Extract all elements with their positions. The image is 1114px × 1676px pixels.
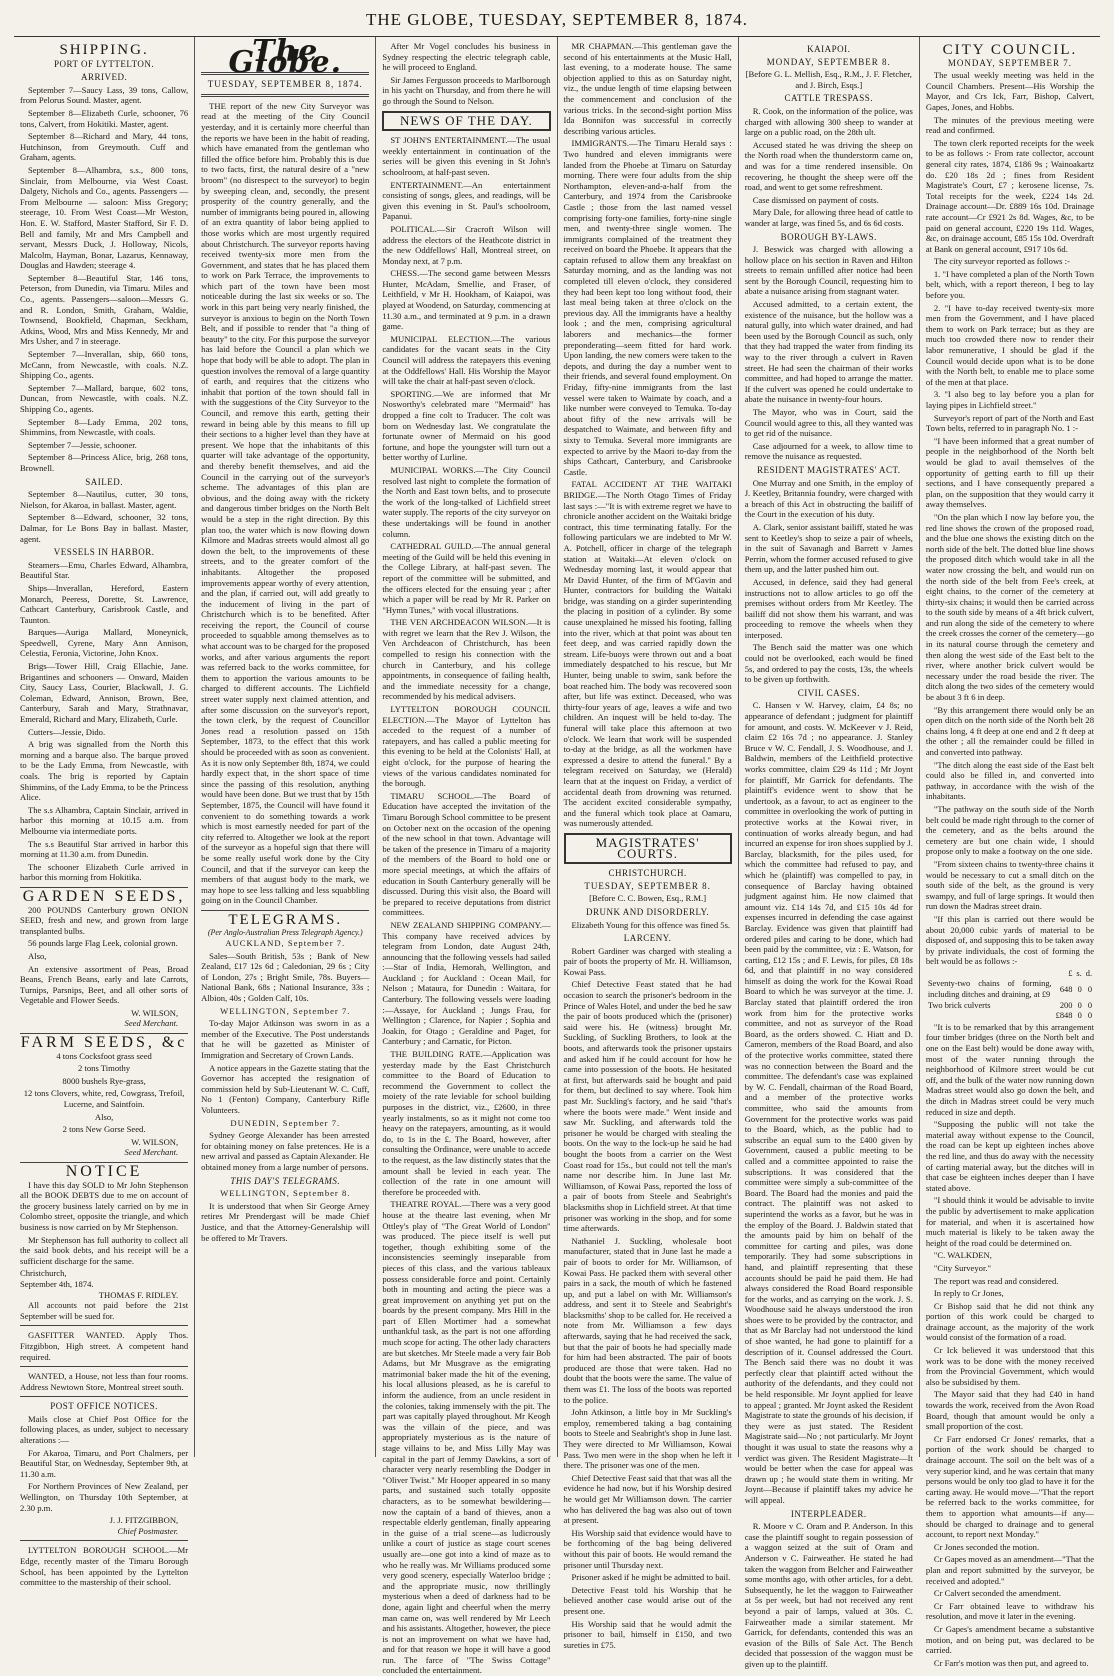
cost-table-cell: 0 <box>1087 984 1093 994</box>
paragraph: The city surveyor reported as follows :- <box>933 256 1070 267</box>
city-council-heading: CITY COUNCIL. <box>942 42 1078 58</box>
garden-seeds-lines <box>20 905 188 1006</box>
paragraph: To-day Major Atkinson was sworn in as a member of the Executive. The Post understands that he will be gazetted as Minister of Immigration and Secretary of Crown Lands. <box>201 1018 370 1061</box>
paragraph: Case dismissed on payment of costs. <box>752 194 879 205</box>
paragraph: Cutters—Jessie, Dido. <box>28 726 106 737</box>
larceny-heading: LARCENY. <box>623 933 672 944</box>
paragraph: September 8—Nautilus, cutter, 30 tons, Nielson, for Akaroa, in ballast. Master, agent. <box>20 489 189 510</box>
arrived-list <box>20 85 188 474</box>
notice-ad <box>20 1163 189 1321</box>
paragraph: John Atkinson, a little boy in Mr Suckling's employ, remembered taking a bag containing boots to Steele and Seabright's shop in June last. They were directed to Mr Williamson, Kowai Pass. Two men were in the shop when he left it there. The prisoner was one of the men. <box>563 1407 732 1471</box>
drunk-heading: DRUNK AND DISORDERLY. <box>586 906 710 917</box>
wilson-signature-1: W. WILSON, <box>131 1007 179 1018</box>
divider <box>201 94 369 97</box>
divider <box>201 910 369 911</box>
paragraph: THE BUILDING RATE.—Application was yesterday made by the East Christchurch committee to the Board of Education to recommend the Government to collect the moiety of the rate leviable for school building purposes in the district, viz., £2600, in three yearly instalments, so as it might not come too heavy on the ratepayers, amounting, as it would do, to 1s in the £. The Board, however, after consulting the Ordinance, were unable to accede to the request, as the law distinctly states that the amount shall be levied in each year. The collection of the rate in one amount will therefore be proceeded with. <box>382 1049 551 1197</box>
paragraph: CATHEDRAL GUILD.—The annual general meeting of the Guild will be held this evening in the College Library, at half-past seven. The report of the committee will be submitted, and the officers elected for the ensuing year ; after which a paper will be read by Mr R. Parker on "Hymn Tunes," with vocal illustrations. <box>382 541 551 615</box>
paragraph: The Mayor, who was in Court, said the Council would agree to this, all they wanted was to get rid of the nuisance. <box>744 407 913 439</box>
drunk-text: Elizabeth Young for this offence was fined 5s. <box>571 919 731 930</box>
postmaster-signature: J. J. FITZGIBBON, <box>109 1515 179 1526</box>
gasfitter-ad: GASFITTER WANTED. Apply Thos. Fitzgibbon, High street. A competent hand required. <box>20 1330 189 1362</box>
paragraph: Barques—Auriga Mallard, Moneynick, Speedwell, Cyrene, Mary Ann Annison, Celestia, Feronia, Victorine, John Knox. <box>20 627 189 659</box>
paragraph: September 8—Elizabeth Curle, schooner, 76 tons, Calvert, from Hokitiki. Master, agent. <box>20 107 189 129</box>
paragraph: Cr Ick believed it was understood that this work was to be done with the money received from the Provincial Government, which would also be subsidised by them. <box>925 1345 1095 1387</box>
kaiapoi-before: [Before G. L. Mellish, Esq., R.M., J. F. Fletcher, and J. Birch, Esqs.] <box>745 69 912 90</box>
paragraph: 12 tons Clovers, white, red, Cowgrass, Trefoil, Lucerne, and Saintfoin. <box>23 1088 185 1110</box>
paragraph: ST JOHN'S ENTERTAINMENT.—The usual weekly entertainment in continuation of the series will be given this evening in St John's schoolroom, at half-past seven. <box>382 135 551 177</box>
cost-table-cell: 648 <box>1059 984 1073 994</box>
paragraph: September 8—Alhambra, s.s., 800 tons, Sinclair, from Melbourne, via West Coast. Dalgety, Nichols and Co., agents. Passengers — From Melbourne — saloon: Miss Gregory; steerage, 10. From West Coast—Mr Weston, Hon. E. W. Stafford, Master Stafford, Sir F. D. Bell and family, Mr and Mrs Campbell and servant, Messrs Duck, J. Holloway, Nicols, Malcolm, Hayman, Bonar, Lazarus, Kennaway, Douglas and Hawden; steerage 4. <box>20 164 189 271</box>
wilson-title-1: Seed Merchant. <box>124 1018 179 1029</box>
cost-table-row <box>926 1011 1094 1022</box>
paragraph: "C. WALKDEN, <box>933 1250 992 1261</box>
paragraph: MUNICIPAL WORKS.—The City Council resolved last night to complete the formation of the North and East town belts, and to prosecute the work of the long-talked of Lichfield street water supply. The reports of the city surveyor on these undertakings will be found in another column. <box>382 464 551 539</box>
paragraph: Robert Gardiner was charged with stealing a pair of boots the property of Mr. H. Williamson, Kowai Pass. <box>563 945 732 977</box>
days-telegrams-heading: THIS DAY'S TELEGRAMS. <box>230 1175 341 1186</box>
paragraph: Also, <box>28 950 47 961</box>
paragraph: Cr Jones seconded the motion. <box>933 1541 1040 1552</box>
telegrams-list <box>201 938 369 1172</box>
news-items-continued <box>564 41 732 829</box>
paragraph: Accused, in defence, said they had general instructions not to allow articles to go off the premises without orders from Mr Keetley. The bailiff did not show them his warrant, and was proceeding to remove the wheels when they interposed. <box>744 576 913 640</box>
paragraph: 2 tons New Gorse Seed. <box>62 1124 146 1135</box>
paragraph: LYTTELTON BOROUGH COUNCIL ELECTION.—The Mayor of Lyttelton has acceded to the request of a number of ratepayers, and has called a public meeting for this evening to be held at the Colonists' Hall, at eight o'clock, for the purpose of hearing the views of the various candidates nominated for the borough. <box>382 704 551 789</box>
cost-table-cell: 0 <box>1087 1011 1093 1021</box>
city-council-text <box>926 70 1094 967</box>
paragraph: "The ditch along the east side of the East belt could also be filled in, and converted into pathway, in accordance with the wish of the inhabitants. <box>925 759 1095 802</box>
farm-seeds-lines <box>20 1051 188 1135</box>
interpleader-heading: INTERPLEADER. <box>790 1508 867 1519</box>
paragraph: September 7—Saucy Lass, 39 tons, Callow, from Pelorus Sound. Master, agent. <box>20 84 189 106</box>
column-3-lead <box>382 41 550 107</box>
paragraph: 3. "I also beg to lay before you a plan for laying pipes in Lichfield street." <box>925 389 1095 410</box>
garden-seeds-heading: GARDEN SEEDS, <box>22 887 186 905</box>
paragraph: September 8—Edward, schooner, 32 tons, Dalmar, for Le Bons Bay in ballast. Master, agent. <box>20 512 189 544</box>
notice-place: Christchurch, <box>20 1268 67 1279</box>
paragraph: WELLINGTON, September 8. <box>220 1188 351 1199</box>
divider <box>20 1396 188 1397</box>
cattle-trespass-text <box>745 106 913 229</box>
paragraph: "Supposing the public will not take the material away without expense to the Council, the road can be kept up eighteen inches above the red line, and thus do away with the necessity of carting material away, but the ditches will in that case be eighteen inches deeper than I have stated above. <box>925 1119 1095 1193</box>
beautiful-star-notice: The s.s Beautiful Star arrived in harbor this morning at 11.30 a.m. from Dunedin. <box>20 838 189 860</box>
cost-table-row <box>926 979 1094 1000</box>
paragraph: ENTERTAINMENT.—An entertainment consisting of songs, glees, and readings, will be given this evening in St. Paul's schoolroom, Papanui. <box>382 179 551 222</box>
paragraph: Chief Detective Feast stated that he had occasion to search the prisoner's bedroom in the Prince of Wales Hotel, and under the bed he saw the pair of boots produced which the (prisoner) said were his. He (witness) brought Mr. Suckling, of Suckling Brothers, to look at the boots, and afterwards took the prisoner upstairs and asked him if he could account for how he came into possession of the boots. He hesitated at first, but afterwards said he bought and paid for them, but declined to say where. Took him past Mr. Suckling's factory, and he said "that's where the boots were made." Went inside and saw Mr. Suckling, and afterwards told the prisoner he would be charged with stealing the boots. On the way to the lock-up he said he had bought the boots from a carrier on the West Coast road for 15s., but could not tell the man's name nor describe him. In June last Mr. Williamson, of Kowai Pass, reported the loss of a pair of boots from Steele and Seabright's blacksmiths shop in Lichfield street. At that time prisoner was working in the shop, and for some time afterwards. <box>563 979 732 1234</box>
cost-table-header-cell <box>926 969 1054 980</box>
paragraph: Cr Calvert seconded the amendment. <box>933 1588 1062 1599</box>
paragraph: THE VEN ARCHDEACON WILSON.—It is with regret we learn that the Rev J. Wilson, the Ven Archdeacon of Christchurch, has been compelled to resign his connection with the church in Canterbury, and his college appointments, in consequence of failing health, and the immediate necessity for a change, recommended by his medical advisers. <box>382 617 551 702</box>
cost-table-header <box>926 969 1094 980</box>
paragraph: Cr Bishop said that he did not think any portion of this work could be charged to drainage account, as the majority of the work would consist of the formation of a road. <box>925 1300 1095 1343</box>
paragraph: Sydney George Alexander has been arrested for obtaining money on false pretences. He is a new arrival and passed as Captain Alexander. He obtained money from a large number of persons. <box>201 1130 370 1172</box>
paragraph: "I should think it would be advisable to invite the public by advertisement to make application for material, and when it is ascertained how much material is likely to be taken away the height of the road could be determined on. <box>925 1195 1095 1248</box>
lyttelton-school-notice: LYTTELTON BOROUGH SCHOOL.—Mr Edge, recently master of the Timaru Borough School, has been appointed by the Lyttelton committee to the mastership of their school. <box>20 1545 189 1588</box>
divider <box>20 1366 188 1367</box>
paragraph: September 8—Beautiful Star, 146 tons, Peterson, from Dunedin, via Timaru. Miles and Co., agents. Passengers—saloon—Messrs G. and R. London, Smith, Graham, Waldie, Townsend, Bookfield, Chapman, Seckham, Atkins, Wood, Mrs and Miss Kennedy, Mr and Mrs Usher, and 7 in steerage. <box>20 272 189 347</box>
paragraph: Cr Farr obtained leave to withdraw his resolution, and move it later in the evening. <box>925 1600 1095 1622</box>
editorial-date: TUESDAY, SEPTEMBER 8, 1874. <box>207 79 363 90</box>
cost-table-cell: £848 <box>1055 1011 1073 1021</box>
notice-heading: NOTICE <box>65 1163 143 1180</box>
columns <box>14 34 1100 1676</box>
city-council-text-2 <box>926 1022 1094 1668</box>
wilson-signature-2: W. WILSON, <box>131 1136 179 1147</box>
cost-table-cell: 0 <box>1087 1000 1093 1010</box>
paragraph: One Murray and one Smith, in the employ of J. Keetley, Britannia foundry, were charged with a breach of this Act in obstructing the bailiff of the Court in the execution of his duty. <box>744 477 913 520</box>
paragraph: THE report of the new City Surveyor was read at the meeting of the City Council yesterday, and it is certainly more cheerful than the reports we have been in the habit of reading, which have emanated from the gentleman who filled the office before him. Probably this is due to two facts, first, the natural desire of a "new broom" (no disrespect to the surveyor) to begin by sweeping clean, and, secondly, the present prosperity of the country generally, and the number of immigrants being poured in, allowing of an extra quantity of labor being applied to those works which are most urgently required about Christchurch. The surveyor reports having received twenty-six more men from the Government, and states that he has placed them to work on Park Terrace, the improvements to which part of the town have been most noticeable during the last six weeks or so. The work in this part being very nearly finished, the surveyor is anxious to begin on the North Town Belt, and if possible to render that "a thing of beauty" to the city. For this purpose the surveyor has laid before the Council a plan which we hope that body will be able to adopt. The plan in question involves the removal of a large quantity of earth, and requires that the citizens who inhabit that portion of the town should fall in with the suggestions of the City Surveyor to the Council, and remove this earth, getting their reward in being able by this means to fill up their sections to a higher level than they have at present. We hope that the inhabitants of this quarter will take advantage of the opportunity, and thereby benefit themselves, and aid the Council in the carrying out of the surveyor's scheme. The advantages of this plan are obvious, and the doing away with the rickety and dangerous timber bridges on the North Belt would be a step in the right direction. By this plan too, the water which is now flowing down Kilmore and Madras streets would almost all go down the belt, to the improvements of these streets, and to the greater comfort of the inhabitants. Altogether the proposed improvements appear worthy of every attention, and the plan, if carried out, will add greatly to the inducement of living in the part of Christchurch which is to be benefited. After receiving the report, the Council of course proceeded to squabble among themselves as to what account was to be charged for the proposed works, and after various arguments the report was referred back to the works committee, for them to apportion the various amounts to be charged to different accounts. The Lichfield street water supply next claimed attention, and after some discussion on the surveyor's report, the town clerk, by the request of Councillor Jones read a resolution passed on 15th September, 1873, to the effect that this work should be proceeded with as soon as convenient. As it is now only September 8th, 1874, we could hardly expect that, in the short space of time since the passing of this resolution, anything would have been done. But we trust that by 15th September, 1875, the Council will have found it convenient to do something towards a work which is most earnestly needed for part of the city referred to. Altogether we look at the report of the surveyor as a hopeful sign that there will be some really useful work done by the City Council, and that if the surveyor can keep the members of that august body to the mark, we may hope to see less talking and less squabbling going on in the Council Chamber. <box>201 100 370 906</box>
paragraph: September 7—Inverallan, ship, 660 tons, McCann, from Newcastle, with coals. N.Z. Shipping Co., agents. <box>20 349 189 381</box>
paragraph: His Worship said that he would admit the prisoner to bail, himself in £150, and two sureties in £75. <box>563 1618 732 1650</box>
vessels-heading: VESSELS IN HARBOR. <box>53 547 155 558</box>
civil-cases-text <box>745 700 913 1505</box>
paragraph: MR CHAPMAN.—This gentleman gave the second of his entertainments at the Music Hall, last evening, to a moderate house. The same objection applied to this as on Saturday night, viz., the undue length of time elapsing between the commencement and conclusion of the various tricks. In the second-sight portion Miss Ida Bonnifon was successful in correctly describing various articles. <box>563 41 732 136</box>
cost-table-row <box>926 1001 1094 1012</box>
paragraph: A notice appears in the Gazette stating that the Governor has accepted the resignation of commission held by Sub-Lieutenant W. C. Cuff, No 1 (Fenton) Company, Canterbury Rifle Volunteers. <box>201 1062 370 1115</box>
paragraph: J. Beswick was charged with allowing a hollow place on his section in Raven and Hilton streets to remain unfilled after notice had been sent by the Borough Council, requesting him to abate a nuisance arising from stagnant water. <box>744 244 913 297</box>
paragraph: Brigs—Tower Hill, Craig Ellachie, Jane. Brigantines and schooners — Onward, Maiden City, Saucy Lass, Courier, Blackwall, J. G. Coleman, Edward, Annison, Brown, Bee, Canterbury, Sarah and Mary, Strathnavar, Emerald, Richard and Mary, Elizabeth, Curle. <box>20 661 189 725</box>
paragraph: Cr Gapes's amendment became a substantive motion, and on being put, was declared to be carried. <box>925 1623 1095 1656</box>
paragraph: C. Hansen v W. Harvey, claim, £4 8s; no appearance of defendant ; judgment for plaintiff for amount, and costs. W. McKeever v J. Reid, claim £2 16s 7d ; no appearance. J. Stanley Bruce v W. C. Fendall, J. S. Woodhouse, and J. Baldwin, members of the Leithfield protective works committee, claim £29 4s 11d ; Mr Joynt for plaintiff, Mr Garrick for defendants. The plaintiff's evidence went to show that he undertook, as a favour, to act as engineer to the committee in overlooking the work of putting in protective works at the Kowai river, in continuation of works already begun, and had incurred an expense for iron shoes supplied by J. Barclay, blacksmith, for the piles used, for which the committee had refused to pay, and which he (plaintiff) was compelled to pay, in consequence of Barclay having obtained judgment against him. He now claimed that amount viz. £14 14s 7d, and £15 10s 4d for expenses incurred in defending the case against Barclay. Evidence was given that plaintiff had ordered piles and caring to be done, which had been paid by the committee, viz : E. Watson, for carting, £12 15s ; and F. Lewis, for piles, £8 18s 6d, and that plaintiff in no way considered himself as doing the work for the Kowai Road Board to which he was surveyor at the time. J. Barclay stated that plaintiff ordered the iron work from him for the protective works committee, and not as surveyor of the Road Board, as the orders showed. C. Hiatt and D. Cameron, members of the Road Board, and also of the protective works committee, stated there was no connection between the Board and the committee. The defendant's case was explained by W. C. Fendall, chairman of the Road Board, and a member of the protective works committee, who said the amounts from Government for the protective works was paid to the Board, which, as the public had to subscribe an equal sum to the £400 given by Government, caused a public meeting to be called and a committee appointed to raise the subscriptions. It was considered that the committee were simply a sub-committee of the Board. The Board had the monies and paid the contract. The plaintiff was not asked to superintend the works as a favor, but he was in the employ of the Board. J. Baldwin stated that the amounts paid by him on behalf of the committee for carting and piles, was done temporarily. They had some subscriptions in hand, and plaintiff representing that these accounts should be paid he paid them. He had always considered the Road Board responsible for the works, and as carrying on the work. J. S. Woodhouse said he always understood the iron shoes were to be provided by the contractor, and that as Mr Barclay had not understood the kind of shoe wanted, he had gone to plaintiff for a description of it. Counsel addressed the Court. The Bench said there was no doubt it was perfectly clear that plaintiff acted without the authority of the defendants, and they could not be held responsible. Mr Joynt applied for leave to appeal ; granted. Mr Joynt asked the Resident Magistrate to state the grounds of his decision, if they were as just stated. The Resident Magistrate said—No ; not particularly. Mr Joynt thought it was usual to state the reasons why a verdict was given. The Resident Magistrate—It would be better when the case for appeal was drawn up ; he would state them in writing. Mr Joynt—Because if plaintiff takes my advice he will appeal. <box>744 700 913 1505</box>
paragraph: NEW ZEALAND SHIPPING COMPANY.—This company have received advices by telegram from London, date August 24th, announcing that the following vessels had sailed :—Star of India, Hemorah, Wellington, and Auckland ; for Auckland : Ocean Mail, for Nelson ; Mataura, for Dunedin : Waitara, for Canterbury. The following vessels were loading :—Assaye, for Auckland ; Jungs Frau, for Wellington ; Clarence, for Napier ; Sophia and Joakin, for Otago ; Geraldine and Paget, for Canterbury ; and Carnatic, for Picton. <box>382 919 551 1047</box>
paragraph: "It is to be remarked that by this arrangement four timber bridges (three on the North belt and one on the East belt) would be done away with, most of the water running through the neighborhood of Kilmore street would be cut off, and the bulk of the water now running down Madras street would also go down the belt, and the ditch in Madras street could be very much reduced in size and depth. <box>925 1021 1095 1117</box>
paragraph: 1. "I have completed a plan of the North Town belt, which, with a report thereon, I beg to lay before you. <box>925 268 1095 301</box>
paragraph: 2. "I have to-day received twenty-six more men from the Government, and I have placed them to work on Park terrace; but as they are much too crowded there now to render their labor remunerative, I should be glad if the Council would decide upon what is to be done with the North belt, to enable me to place some of the men at that place. <box>925 302 1095 387</box>
curle-notice: The schooner Elizabeth Curle arrived in harbor this morning from Hokitika. <box>20 861 189 883</box>
farm-seeds-ad <box>20 1034 188 1158</box>
telegrams-subheading: (Per Anglo-Australian Press Telegraph Agency.) <box>207 927 363 937</box>
paragraph: Cr Farr endorsed Cr Jones' remarks, that a portion of the work should be charged to drainage account. The soil on the belt was of a very superior kind, and he was certain that many persons would be only too glad to have it for the carting away. He would move—"That the report be referred back to the works committee, for them to apportion what amounts—if any—should be charged to drainage and to general account, to report next Monday." <box>925 1433 1095 1540</box>
column-1 <box>14 37 195 1588</box>
paragraph: The Bench said the matter was one which could not be overlooked, each would be fined 5s, and ordered to pay the costs, 13s, the wheels to be given up forthwith. <box>744 642 913 685</box>
paragraph: In reply to Cr Jones, <box>933 1288 1004 1299</box>
news-items <box>382 135 550 1676</box>
paragraph: Chief Detective Feast said that that was all the evidence he had now, but if his Worship desired he would get Mr Williamson down. The carrier who has delivered the bag was also out of town at present. <box>563 1472 732 1526</box>
paragraph: "From sixteen chains to twenty-three chains it would be necessary to cut a small ditch on the south side of the belt, as the ground is very swampy, and full of large springs. It would then run down the Madras street drain. <box>925 858 1095 912</box>
bylaws-heading: BOROUGH BY-LAWS. <box>780 231 877 242</box>
kaiapoi-date: MONDAY, SEPTEMBER 8. <box>766 56 891 67</box>
divider <box>20 1540 188 1541</box>
rm-act-text <box>745 478 913 685</box>
magistrates-courts-heading: MAGISTRATES' COURTS. <box>564 833 732 864</box>
cost-table-cell <box>926 1011 1054 1022</box>
editorial-text <box>201 101 369 906</box>
paragraph: FATAL ACCIDENT AT THE WAITAKI BRIDGE.—The North Otago Times of Friday last says :—"It is with extreme regret we have to chronicle another accident on the Waitaki bridge contract, this time terminating fatally. For the following particulars we are indebted to Mr W. A. Potchell, officer in charge of the telegraph station at Waitaki—At eleven o'clock on Wednesday morning last, it would appear that Mr David Hunter, of the firm of M'Gavin and Hunter, contractors for building the Waitaki bridge, was standing on a girder superintending the placing in position of a cylinder. By some cause unexplained he missed his footing, falling into the river, which at that point was about ten feet deep, and was carried rapidly down the stream. Life-buoys were thrown out and a boat immediately despatched to his rescue, but Mr Hunter, being unable to swim, sank before the boat reached him. The body was recovered soon after, but life was extinct. Deceased, who was thirty-four years of age, leaves a wife and two children. An inquest will be held to-day. The funeral will take place this afternoon at two o'clock. We learn that work will be suspended to-day at the bridge, as all the workmen have expressed a desire to attend the funeral." By a telegram received on Saturday, we (Herald) learn that at the inquest on Friday, a verdict of accidental death from drowning was returned. The accident excited considerable sympathy, and the funeral which took place at Oamaru, was numerously attended. <box>563 479 732 829</box>
paragraph: Prisoner asked if he might be admitted to bail. <box>571 1572 731 1583</box>
wilson-title-2: Seed Merchant. <box>124 1147 179 1158</box>
paragraph: It is understood that when Sir George Arney retires Mr Prendergast will be made Chief Justice, and that the Attorney-Generalship will be offered to Mr Travers. <box>201 1200 370 1243</box>
paragraph: "City Surveyor." <box>933 1262 992 1273</box>
notice-text: I have this day SOLD to Mr John Stephenson all the BOOK DEBTS due to me on account of the grocery business lately carried on by me in Colombo street, opposite the triangle, and which business is now carried on by Mr Stephenson. <box>20 1179 189 1232</box>
paragraph: 2 tons Timothy <box>78 1063 131 1074</box>
paragraph: THEATRE ROYAL.—There was a very good house at the theatre last evening, when Mr Ottley's play of "The Great World of London" was produced. The piece itself is well put together, though exhibiting some of the inconsistencies seemingly inseparable from pieces of this class, and the various tableaux possess considerable force and point. Certainly both in mounting and acting the piece was a great improvement on anything yet put on the boards by the present company. Mrs Hill in the part of Ellen Mortimer had a somewhat unthankful task, as the part is not one affording much scope for acting. The other lady characters are but sketches. Mr Steele made a very fair Bob Adams, but Mr Musgrave as the emigrating matrimonial baker made the hit of the evening, his local allusions pleased, as he is careful to inform the audience, from an uncle resident in the colonies, taking immensely with the pit. The part was capitally played throughout. Mr Keogh was the villain of the piece, and was appropriately mysterious as is the nature of stage villains to be, and Miss Lilly May was capital in the part of Jemmy Dawkins, a sort of character very nearly resembling the Dodger in "Oliver Twist." Mr Hooper appeared in so many parts, and sustained such totally opposite characters, as to be somewhat bewildering—now the captain of a band of thieves, anon a respectable elderly gentleman, finally appearing in the guise of a trial scene—as ludicrously unlike a court of justice as stage court scenes usually are—one got into a kind of maze as to who he really was. Mr Williams produced some very good scenery, especially Waterloo bridge ; and the appropriate music, now thrillingly mysterious when a deed of darkness had to be done, again light and cheerful when the merry man came on, was well rendered by Mr Leech and his assistants. Altogether, however, the piece is not an improvement on what we have had, and for that reason we hope it will have a good run. The farce of "The Swiss Cottage" concluded the entertainment. <box>382 1199 551 1676</box>
vessels-list <box>20 560 188 738</box>
paragraph: Case adjourned for a week, to allow time to remove the nuisance as requested. <box>744 440 913 462</box>
paragraph: An extensive assortment of Peas, Broad Beans, French Beans, early and late Carrots, Turnips, Parsnips, Beet, and all other sorts of Vegetable and Flower Seeds. <box>20 963 189 1006</box>
arrived-heading: ARRIVED. <box>80 72 128 83</box>
divider <box>20 1325 188 1326</box>
paragraph: Ships—Inverallan, Hereford, Eastern Monarch, Peeress, Dorette, St. Lawrence, Cathcart Canterbury, Carisbrook Castle, and Taunton. <box>20 582 189 625</box>
column-5 <box>739 37 920 1669</box>
paragraph: September 7—Mallard, barque, 602 tons, Duncan, from Newcastle, with coals. N.Z. Shipping Co., agents. <box>20 382 189 414</box>
paragraph: Accused stated he was driving the sheep on the North road when the thunderstorm came on, and was for a time rendered insensible. On recovering, he thought the sheep were off the road, and went to get some refreshment. <box>744 139 913 193</box>
paragraph: MUNICIPAL ELECTION.—The various candidates for the vacant seats in the City Council will address the ratepayers this evening at the Oddfellows' Hall. His Worship the Mayor will take the chair at half-past seven o'clock. <box>382 333 551 387</box>
paragraph: After Mr Vogel concludes his business in Sydney respecting the electric telegraph cable, he will proceed to England. <box>382 41 551 73</box>
wanted-ad: WANTED, a House, not less than four rooms. Address Newtown Store, Montreal street south. <box>20 1371 189 1392</box>
paragraph: September 8—Richard and Mary, 44 tons, Hutchinson, from Greymouth. Cuff and Graham, agents. <box>20 131 189 163</box>
sailed-heading: SAILED. <box>85 476 123 487</box>
paragraph: 56 pounds large Flag Leek, colonial grown. <box>28 938 178 949</box>
post-office-text-1: Mails close at Chief Post Office for the following places, as under, subject to necessary alterations :— <box>20 1413 189 1446</box>
notice-text-2: Mr Stephenson has full authority to collect all the said book debts, and his receipt will be a sufficient discharge for the same. <box>20 1234 189 1266</box>
telegrams-heading: TELEGRAMS. <box>228 911 343 928</box>
post-office-text-2: For Akaroa, Timaru, and Port Chalmers, per Beautiful Star, on Wednesday, September 9th, at 11.30 a.m. <box>20 1447 189 1479</box>
cost-table-cell: Seventy-two chains of forming, including ditches and draining, at £9 <box>927 979 1052 1000</box>
city-council-date: MONDAY, SEPTEMBER 7. <box>947 57 1072 68</box>
paragraph: Steamers—Emu, Charles Edward, Alhambra, Beautiful Star. <box>20 559 189 581</box>
column-4 <box>558 37 739 1650</box>
cost-table-header-cell: s. <box>1076 968 1082 978</box>
paragraph: Surveyor's report of part of the North and East Town belts, referred to in paragraph No. 1 :- <box>925 412 1095 434</box>
port-heading: PORT OF LYTTELTON. <box>54 58 155 69</box>
post-office-text-3: For Northern Provinces of New Zealand, per Wellington, on Thursday 10th September, at 2.30 p.m. <box>20 1481 189 1513</box>
paragraph: 8000 bushels Rye-grass, <box>62 1075 146 1086</box>
paragraph: Sir James Fergusson proceeds to Marlborough in his yacht on Thursday, and from there he will go through the Sound to Nelson. <box>382 74 551 106</box>
paragraph: The town clerk reported receipts for the week to be as follows :- From rate collector, account general city rates, 1874, £186 9s ; Wainoakartz do. £20 18s 2d ; fines from Resident Magistrate's Court, £7 ; kerosene license, 7s. Total receipts for the week, £224 14s 2d. Drainage account—Dr. £889 16s 10d. Drainage rate account—Cr £921 2s 8d. Wages, &c, to be paid on general account, £220 19s 11d. Wages, &c, on drainage account, £85 15s 10d. Overdraft at Bank on general account, £917 10s 6d. <box>925 137 1095 254</box>
paragraph: 4 tons Cocksfoot grass seed <box>56 1050 152 1061</box>
notice-date: September 4th, 1874. <box>20 1278 94 1289</box>
paragraph: A. Clark, senior assistant bailiff, stated he was sent to Keetley's shop to seize a pair of wheels, in the suit of Savanagh and Barrett v James Perrin, whom the former accused refused to give them up, and the latter pushed him out. <box>744 521 913 575</box>
masthead: THE GLOBE, TUESDAY, SEPTEMBER 8, 1874. <box>14 8 1100 37</box>
days-telegrams-list <box>201 1188 369 1243</box>
cost-table <box>926 969 1094 1022</box>
paragraph: R. Cook, on the information of the police, was charged with allowing 300 sheep to wander at large on a public road, on the 28th ult. <box>744 105 913 138</box>
paragraph: Sales—South British, 53s ; Bank of New Zealand, £17 12s 6d ; Caledonian, 29 6s ; City of London, 27s ; Bright Smile, 78s. Buyers—National Bank, 68s ; National Insurance, 33s ; Albion, 40s ; Golden Calf, 10s. <box>201 950 370 1004</box>
paragraph: "The pathway on the south side of the North belt could be made right through to the corner of the cemetery, and as the belts around the cemetery are but one chain wide, I should propose only to make a footway on the one side. <box>925 803 1095 857</box>
larceny-text <box>564 946 732 1651</box>
paragraph: September 7—Jessie, schooner. <box>28 439 137 450</box>
paragraph: IMMIGRANTS.—The Timaru Herald says : Two hundred and eleven immigrants were landed from the Phoebe at Timaru on Saturday morning. There were four adults from the ship Northampton, eleven-and-a-half from the Canterbury, and 1974 from the Carisbrooke Castle ; those from the last named vessel comprising forty-one families, forty-nine single men, and twenty-three single women. The immigrants complained of the treatment they received on board the Phoebe. It appears that the captain refused to allow them any breakfast on Saturday morning, and as the landing was not completed till eleven o'clock, they considered they had been kept too long without food, their last meal being taken at three o'clock on the previous day. All the immigrants have a healthy look ; and the men, comprising agricultural laborers and mechanics—the former preponderating—seem fitted for hard work. Upon landing, the new comers were taken to the depots, and during the day a number went to their friends, and several found employment. On Friday, fifty-nine immigrants from the last vessel were taken to Waimate by coach, and a like number were conveyed to Temuka. To-day about fifty of the new arrivals will be despatched to Waimate, and between fifty and sixty to Temuka. Several more immigrants are expected to arrive by the Maori to-day from the ships Cathcart, Canterbury, and Carisbrooke Castle. <box>563 138 732 477</box>
paragraph: The minutes of the previous meeting were read and confirmed. <box>925 114 1095 136</box>
notice-text-3: All accounts not paid before the 21st September will be sued for. <box>20 1300 189 1321</box>
christchurch-date: TUESDAY, SEPTEMBER 8. <box>584 880 711 891</box>
cattle-trespass-heading: CATTLE TRESPASS. <box>784 93 874 104</box>
paragraph: Also, <box>94 1111 114 1122</box>
paragraph: His Worship said that evidence would have to be forthcoming of the bag being delivered without this pair of boots. He would remand the prisoner until Thursday next. <box>563 1527 732 1570</box>
christchurch-heading: CHRISTCHURCH. <box>608 868 687 879</box>
farm-seeds-heading: FARM SEEDS, &c <box>20 1034 188 1052</box>
paragraph: "By this arrangement there would only be an open ditch on the north side of the North belt 28 chains long, 4 ft deep at one end and 2 ft deep at the other ; all the remainder could be filled in and converted into pathway. <box>925 704 1095 757</box>
column-3 <box>376 37 557 1676</box>
paragraph: The Mayor said that they had £40 in hand towards the work, received from the Avon Road Board, though that amount would be only a small proportion of the cost. <box>925 1389 1095 1432</box>
post-office-heading: POST OFFICE NOTICES. <box>50 1401 158 1412</box>
paragraph: "I have been informed that a great number of people in the neighborhood of the North belt would be glad to avail themselves of the opportunity of getting earth to fill up their sections, and I have consequently prepared a plan, on the supposition that they would carry it away themselves. <box>925 435 1095 510</box>
paragraph: DUNEDIN, September 7. <box>230 1117 341 1128</box>
paragraph: The usual weekly meeting was held in the Council Chambers. Present—His Worship the Mayor, and Crs Ick, Farr, Bishop, Calvert, Gapes, Jones, and Hobbs. <box>925 70 1095 112</box>
garden-seeds-ad <box>20 887 189 1029</box>
news-of-the-day-heading: NEWS OF THE DAY. <box>382 111 550 132</box>
civil-cases-heading: CIVIL CASES. <box>797 687 860 698</box>
paragraph: September 8—Lady Emma, 202 tons, Shimmins, from Newcastle, with coals. <box>20 416 189 438</box>
cost-table-header-cell: d. <box>1085 968 1093 978</box>
paragraph: "If this plan is carried out there would be about 20,000 cubic yards of material to be disposed of, and supposing this to be taken away by private individuals, the cost of forming the belt would be as follows :- <box>925 913 1095 967</box>
cost-table-cell: 0 <box>1077 1000 1082 1010</box>
paragraph: The report was read and considered. <box>933 1275 1059 1286</box>
paragraph: 200 POUNDS Canterbury grown ONION SEED, fresh and new, and grown from large transplanted bulbs. <box>20 904 189 936</box>
bylaws-text <box>745 244 913 462</box>
alhambra-notice: The s.s Alhambra, Captain Sinclair, arrived in harbor this morning at 10.15 a.m. from Melbourne via intermediate ports. <box>20 804 189 836</box>
cost-table-cell: 0 <box>1077 1011 1082 1021</box>
cost-table-header-cell: £ <box>1068 968 1073 978</box>
column-6 <box>920 37 1100 1668</box>
paragraph: POLITICAL.—Sir Cracroft Wilson will address the electors of the Heathcote district in the new Oddfellows' Hall, Montreal street, on Monday next, at 7 p.m. <box>382 223 551 266</box>
cost-table-cell: 0 <box>1077 984 1082 994</box>
paragraph: CHESS.—The second game between Messrs Hunter, McAdam, Smellie, and Fraser, of Leithfield, v Mr H. Hookham, of Kaiapoi, was played at Woodend, on Saturday, commencing at 11.30 a.m., and terminated at 9 p.m. in a drawn game. <box>382 268 551 332</box>
paragraph: TIMARU SCHOOL.—The Board of Education have accepted the invitation of the Timaru Borough School committee to be present on October next on the occasion of the opening of the new school in that town. Advantage will be taken of the presence in Timaru of a majority of the members of the Board to hold one or more special meetings, at which the affairs of education in South Canterbury generally will be discussed. During this visit also, the Board will be prepared to receive deputations from district committees. <box>382 790 551 918</box>
brig-notice: A brig was signalled from the North this morning and a barque also. The barque proved to be the Lady Emma, from Newcastle, with coals. The brig is reported by Captain Shimmins, of the Lady Emma, to be the Princess Alice. <box>20 739 189 803</box>
paragraph: Cr Farr's motion was then put, and agreed to. <box>933 1657 1089 1668</box>
globe-title: The Globe. <box>228 34 343 80</box>
paragraph: AUCKLAND, September 7. <box>225 938 346 949</box>
paragraph: September 8—Princess Alice, brig, 268 tons, Brownell. <box>20 452 189 473</box>
notice-signature: THOMAS F. RIDLEY. <box>98 1289 179 1300</box>
paragraph: Cr Gapes moved as an amendment—"That the plan and report submitted by the surveyor, be received and adopted." <box>925 1554 1095 1586</box>
kaiapoi-heading: KAIAPOI. <box>807 44 851 54</box>
paragraph: Detective Feast told his Worship that he believed another case would arise out of the present one. <box>563 1584 732 1616</box>
paragraph: SPORTING.—We are informed that Mr Nosworthy's celebrated mare "Mermaid" has dropped a fine colt to Traducer. The colt was born on Wednesday last. We congratulate the fortunate owner of Mermaid on his good fortune, and hope the youngster will turn out a better worthy of Lurline. <box>382 388 551 463</box>
paragraph: Nathaniel J. Suckling, wholesale boot manufacturer, stated that in June last he made a pair of boots to order for Mr. Williamson, of Kowai Pass. He packed them with several other pairs in a sack, the mouth of which he fastened up, and put a label on with Mr. Williamson's address, and sent it to Steele and Seabright's blacksmiths' shop to be called for. He received a note from Mr. Williamson a few days afterwards, saying that he had received the sack, but that the pair of boots he had specially made for him had been abstracted. The pair of boots produced are those that were taken. Had no doubt that the boots were the same. The value of them was £1. The loss of the boots was reported to the police. <box>563 1235 732 1405</box>
paragraph: "On the plan which I now lay before you, the red line shows the crown of the proposed road, and the blue one shows the existing ditch on the north side of the belt. The dotted blue line shows the proposed ditch which would take in all the water now crossing the belt, and would run on the north side of the belt from Fee's creek, at eight chains, to the corner of the cemetery at thirty-six chains; it would then be carried across to the south side by means of a 4ft brick culvert, and run along the side of the cemetery to where the creek crosses the corner of the cemetery—go in its natural course through the cemetery and then along the west side of the East belt to the river, where another brick culvert would be necessary under the road beside the river. The ditch along the two sides of the cemetery would be about 3 ft 6 in deep. <box>925 511 1095 703</box>
cost-table-cell: Two brick culverts <box>927 1000 991 1010</box>
cost-table-body <box>926 979 1094 1021</box>
paragraph: Mary Dale, for allowing three head of cattle to wander at large, was fined 5s, and 6s 6d costs. <box>744 207 913 228</box>
paragraph: WELLINGTON, September 7. <box>220 1005 351 1016</box>
postmaster-title: Chief Postmaster. <box>117 1525 179 1536</box>
christchurch-before: [Before C. C. Bowen, Esq., R.M.] <box>589 893 707 904</box>
cost-table-cell: 200 <box>1059 1000 1073 1010</box>
rm-act-heading: RESIDENT MAGISTRATES' ACT. <box>756 464 901 475</box>
column-2 <box>195 34 376 1457</box>
sailed-list <box>20 489 188 544</box>
interpleader-text: R. Moore v C. Oram and P. Anderson. In this case the plaintiff sought to regain possession of a waggon seized at the suit of Oram and Anderson v C. Fairweather. He stated he had taken the waggon from Belcher and Fairweather some months ago, with other articles, for a debt. Subsequently, he let the waggon to Fairweather at 5s per week, but had not received any rent beyond a pair of lamps, valued at 30s. C. Fairweather made a similar statement. Mr Garrick, for defendants, contended this was an evasion of the Bills of Sale Act. The Bench decided that possession of the waggon must be given up to the plaintiff. <box>744 1521 913 1669</box>
shipping-heading: SHIPPING. <box>59 42 149 58</box>
paragraph: Accused admitted, to a certain extent, the existence of the nuisance, but the hollow was a natural gully, into which water drained, and had been used by the Borough Council as such, only that they had trapped the water from finding its way to the river through a culvert in Raven street. He had seen the chairman of their works committee, and had hoped to arrange the matter. If the culvert was opened he could undertake to abate the nuisance in twenty-four hours. <box>744 299 913 405</box>
